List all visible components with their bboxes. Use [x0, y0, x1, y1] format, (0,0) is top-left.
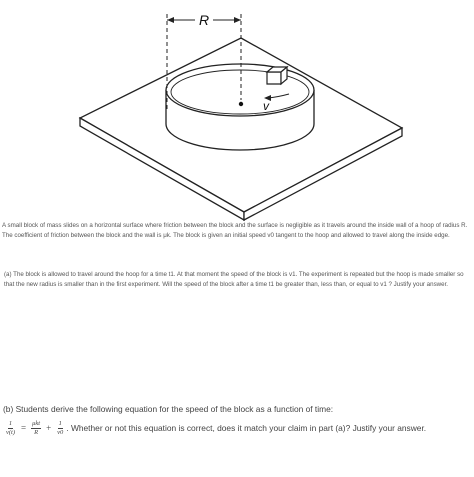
block: [267, 67, 287, 84]
term2-numerator: 1: [58, 420, 62, 427]
hoop: [166, 64, 314, 150]
lhs-fraction: [5, 420, 16, 436]
lhs-denominator: v(t): [6, 428, 16, 436]
term2-fraction: [56, 420, 64, 436]
part-b-prompt: (b) Students derive the following equation for the speed of the block as a function of time:: [3, 404, 334, 414]
hoop-diagram: [0, 0, 474, 228]
problem-intro: A small block of mass slides on a horizontal surface where friction between the block and the surface is negligible as it travels around the inside wall of a hoop of radius R. The coefficient of friction between the block and the wall is μk. The block is given an initial speed v0 tangent to the hoop and allowed to travel along the inside edge.: [2, 222, 468, 239]
radius-label: R: [198, 12, 210, 28]
term2-denominator: v0: [57, 428, 64, 436]
velocity-label: v: [263, 99, 269, 113]
part-b-question: . Whether or not this equation is correct, does it match your claim in part (a)? Justify your answer.: [66, 423, 427, 433]
lhs-numerator: 1: [8, 420, 13, 427]
term1-fraction: [31, 420, 41, 436]
plus-sign: +: [46, 423, 52, 433]
term1-denominator: R: [34, 428, 39, 436]
equation-line: [3, 416, 473, 440]
part-a-question: (a) The block is allowed to travel around the hoop for a time t1. At that moment the speed of the block is v1. The experiment is repeated but the hoop is made smaller so that the new radius is smaller than in the first experiment. Will the speed of the block after a time t1 be greater than, less than, or equal to v1 ? Justify your answer.: [4, 271, 464, 288]
center-point: [239, 102, 243, 106]
equals-sign: =: [21, 423, 27, 433]
term1-numerator: μkt: [32, 420, 41, 427]
